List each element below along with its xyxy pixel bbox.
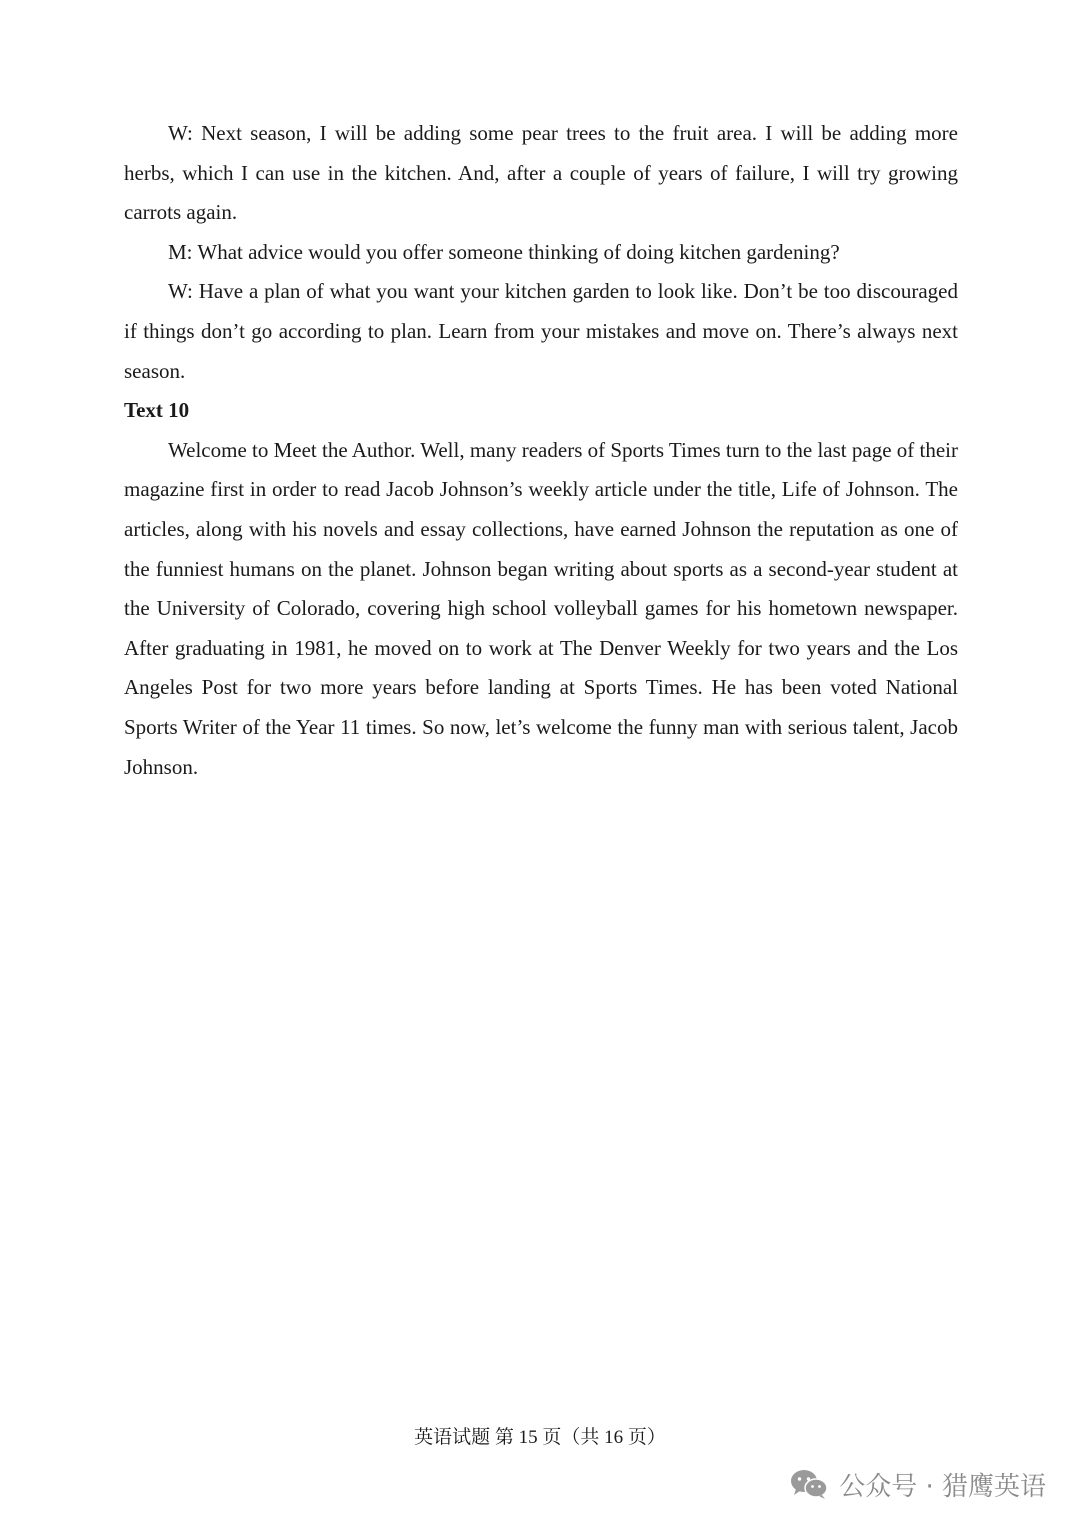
- wechat-icon: [789, 1468, 829, 1500]
- page-footer: 英语试题 第 15 页（共 16 页）: [414, 1427, 666, 1448]
- dialogue-line-m: M: What advice would you offer someone thinking of doing kitchen gardening?: [168, 239, 840, 264]
- section-paragraph: Welcome to Meet the Author. Well, many readers of Sports Times turn to the last page of their magazine first in order to read Jacob Johnson’s weekly article under the title, Life of Johnson. The articles, along with his novels and essay collections, have earned Johnson the reputation as one of the funniest humans on the planet. Johnson began writing about sports as a second-year student at the University of Colorado, covering high school volleyball games for his hometown newspaper. After graduating in 1981, he moved on to work at The Denver Weekly for two years and the Los Angeles Post for two more years before landing at Sports Times. He has been voted National Sports Writer of the Year 11 times. So now, let’s welcome the funny man with serious talent, Jacob Johnson.: [124, 437, 959, 779]
- watermark-text: 公众号 · 猎鹰英语: [839, 1471, 1046, 1502]
- document-body: [124, 114, 958, 787]
- watermark: [789, 1464, 1046, 1504]
- dialogue-line-w-1: W: Next season, I will be adding some pear trees to the fruit area. I will be adding more herbs, which I can use in the kitchen. And, after a couple of years of failure, I will try growing carrots again.: [124, 121, 958, 225]
- dialogue-line-w-2: W: Have a plan of what you want your kitchen garden to look like. Don’t be too discouraged if things don’t go according to plan. Learn from your mistakes and move on. There’s always next season.: [124, 279, 958, 383]
- section-heading: Text 10: [124, 398, 190, 423]
